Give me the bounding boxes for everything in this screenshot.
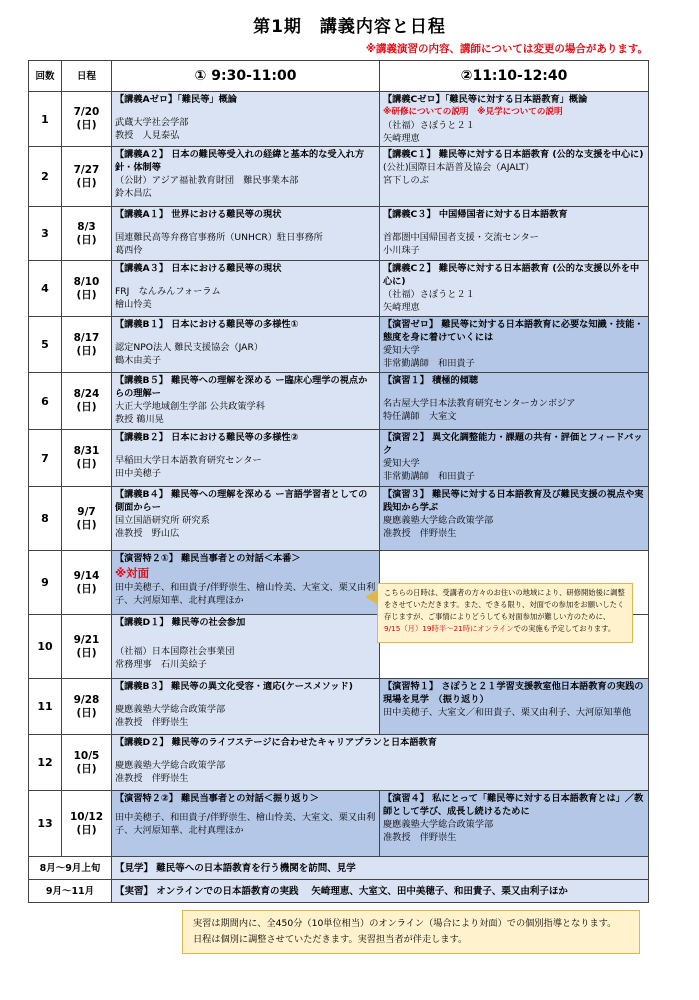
instructor-name: 鶴木由美子 xyxy=(115,355,161,366)
session-date xyxy=(62,430,112,487)
session-no: 2 xyxy=(29,147,62,207)
date-text: 8/31 xyxy=(73,445,100,457)
session-date xyxy=(62,551,112,615)
instructor-name: 常務理事 石川美絵子 xyxy=(115,659,207,670)
date-text: 8/3 xyxy=(77,220,96,233)
table-row xyxy=(29,147,649,207)
slot1-cell xyxy=(112,373,380,430)
session-no: 5 xyxy=(29,317,62,373)
instructor-org: （公財）アジア福祉教育財団 難民事業本部 xyxy=(115,175,299,186)
instructor-name: 檜山怜美 xyxy=(115,299,152,310)
callout-pointer xyxy=(365,590,377,604)
lecture-title: 【講義B５】 難民等への理解を深める ー臨床心理学の視点からの理解ー xyxy=(115,375,368,399)
lecture-title: 【講義Cゼロ】「難民等に対する日本語教育」概論 xyxy=(383,94,588,105)
instructor-name: 教授 人見泰弘 xyxy=(115,130,180,141)
instructor-name: 准教授 伴野崇生 xyxy=(383,832,457,843)
slot1-cell-wide xyxy=(112,735,649,791)
exercise-title: 【演習３】 難民等に対する日本語教育及び難民支援の視点や実践知から学ぶ xyxy=(383,489,644,513)
instructor-org: 愛知大学 xyxy=(383,345,420,356)
slot2-cell xyxy=(380,679,649,735)
exercise-title: 【演習２】 異文化調整能力・課題の共有・評価とフィードバック xyxy=(383,432,643,456)
slot1-cell xyxy=(112,615,380,679)
instructor-org: 武蔵大学社会学部 xyxy=(115,117,189,128)
session-no: 13 xyxy=(29,791,62,857)
instructor-names: 田中美穂子、和田貴子/伴野崇生、檜山怜美、大室文、栗又由利子、大河原知華、北村真理ほか xyxy=(115,812,376,836)
lecture-title: 【講義A１】 世界における難民等の現状 xyxy=(115,209,282,220)
instructor-name: 宮下しのぶ xyxy=(383,175,429,186)
day-text: (日) xyxy=(76,401,97,413)
day-text: (日) xyxy=(76,233,97,246)
slot1-cell xyxy=(112,551,380,615)
instructor-name: 准教授 伴野崇生 xyxy=(115,717,189,728)
callout-text: こちらの日時は、受講者の方々のお住いの地域により、研修開始後に調整をさせていただきます。また、できる限り、対面での参加をお願いしたく存じますが、ご事情によりどうしても対面参加が難しい方のために、 xyxy=(384,588,625,621)
session-date xyxy=(62,147,112,207)
session-no: 12 xyxy=(29,735,62,791)
schedule-callout xyxy=(377,583,633,643)
instructor-org: 名古屋大学日本法教育研究センターカンボジア xyxy=(383,398,576,409)
date-text: 9/21 xyxy=(73,633,100,646)
table-row xyxy=(29,487,649,551)
header-date: 日程 xyxy=(62,61,112,92)
schedule-table xyxy=(28,60,649,903)
lecture-title: 【講義D１】 難民等の社会参加 xyxy=(115,617,246,628)
instructor-org: 慶應義塾大学総合政策学部 xyxy=(383,515,494,526)
date-text: 7/27 xyxy=(73,163,100,176)
slot2-cell xyxy=(380,430,649,487)
lecture-title: 【講義A３】 日本における難民等の現状 xyxy=(115,263,282,274)
observation-row xyxy=(29,857,649,880)
instructor-org: 慶應義塾大学総合政策学部 xyxy=(115,760,226,771)
slot1-cell xyxy=(112,430,380,487)
day-text: (日) xyxy=(76,823,97,836)
session-no: 11 xyxy=(29,679,62,735)
table-row xyxy=(29,791,649,857)
instructor-org: （社福）さぽうと２１ xyxy=(383,120,475,131)
lecture-title: 【講義B４】 難民等への理解を深める ー言語学習者としての側面からー xyxy=(115,489,368,513)
practicum-footnote xyxy=(182,910,640,954)
instructor-name: 葛西伶 xyxy=(115,245,143,256)
lecture-title: 【講義B２】 日本における難民等の多様性② xyxy=(115,432,299,443)
session-date xyxy=(62,679,112,735)
session-date xyxy=(62,735,112,791)
session-no: 10 xyxy=(29,615,62,679)
day-text: (日) xyxy=(76,176,97,189)
date-text: 10/12 xyxy=(69,810,104,823)
date-text: 8/17 xyxy=(73,331,100,344)
instructor-name: 准教授 伴野崇生 xyxy=(115,773,189,784)
session-date xyxy=(62,373,112,430)
exercise-title: 【演習特２②】 難民当事者との対話＜振り返り＞ xyxy=(115,793,319,804)
session-no: 9 xyxy=(29,551,62,615)
instructor-org: 慶應義塾大学総合政策学部 xyxy=(115,704,226,715)
exercise-title: 【演習特１】 さぽうと２１学習支援教室他日本語教育の実践の現場を見学 （振り返り） xyxy=(383,681,644,705)
date-text: 8/24 xyxy=(73,388,100,400)
session-no: 7 xyxy=(29,430,62,487)
slot2-cell xyxy=(380,317,649,373)
session-date xyxy=(62,487,112,551)
instructor-name: 鈴木昌広 xyxy=(115,188,152,199)
slot1-cell xyxy=(112,791,380,857)
slot2-cell xyxy=(380,487,649,551)
instructor-name: 特任講師 大室文 xyxy=(383,411,457,422)
instructor-name: 小川珠子 xyxy=(383,245,420,256)
day-text: (日) xyxy=(76,518,97,531)
practicum-period: 9月～11月 xyxy=(29,880,112,903)
day-text: (日) xyxy=(76,288,97,301)
instructor-org: （社福）日本国際社会事業団 xyxy=(115,646,235,657)
table-row xyxy=(29,735,649,791)
session-date xyxy=(62,317,112,373)
practicum-row xyxy=(29,880,649,903)
instructor-org: 早稲田大学日本語教育研究センター xyxy=(115,455,262,466)
slot1-cell xyxy=(112,92,380,147)
instructor-org: (公社)国際日本語普及協会（AJALT） xyxy=(383,162,535,173)
session-no: 4 xyxy=(29,261,62,317)
instructor-name: 非常勤講師 和田貴子 xyxy=(383,358,475,369)
instructor-org: （社福）さぽうと２１ xyxy=(383,289,475,300)
slot1-cell xyxy=(112,487,380,551)
slot1-cell xyxy=(112,207,380,261)
slot1-cell xyxy=(112,317,380,373)
slot2-cell xyxy=(380,791,649,857)
observation-text: 【見学】 難民等への日本語教育を行う機関を訪問、見学 xyxy=(112,857,649,880)
instructor-org: FRJ なんみんフォーラム xyxy=(115,286,221,297)
practicum-text: 【実習】 オンラインでの日本語教育の実践 矢崎理恵、大室文、田中美穂子、和田貴子、栗又由利子ほか xyxy=(112,880,649,903)
instructor-names: 田中美穂子、和田貴子/伴野崇生、檜山怜美、大室文、栗又由利子、大河原知華、北村真理ほか xyxy=(115,582,376,606)
lecture-title: 【講義C２】 難民等に対する日本語教育 (公的な支援以外を中心に) xyxy=(383,263,640,287)
date-text: 7/20 xyxy=(73,106,100,118)
lecture-title: 【講義B１】 日本における難民等の多様性① xyxy=(115,319,299,330)
observation-period: 8月～9月上旬 xyxy=(29,857,112,880)
exercise-title: 【演習４】 私にとって「難民等に対する日本語教育とは」／教師として学び、成長し続けるために xyxy=(383,793,644,817)
instructor-name: 矢崎理恵 xyxy=(383,133,420,144)
date-text: 9/14 xyxy=(73,569,100,582)
instructor-org: 首都圏中国帰国者支援・交流センター xyxy=(383,232,539,243)
exercise-title: 【演習１】 積極的傾聴 xyxy=(383,375,479,386)
callout-highlight: 9/15（月）19時半～21時にオンライン xyxy=(384,624,514,633)
table-row xyxy=(29,373,649,430)
day-text: (日) xyxy=(76,458,97,470)
instructor-name: 矢崎理恵 xyxy=(383,302,420,313)
exercise-title: 【演習特２①】 難民当事者との対話＜本番＞ xyxy=(115,553,301,564)
explanation-note: ※研修についての説明 ※見学についての説明 xyxy=(383,107,563,117)
lecture-title: 【講義B３】 難民等の異文化受容・適応(ケースメソッド) xyxy=(115,681,353,692)
day-text: (日) xyxy=(76,344,97,357)
header-row xyxy=(29,61,649,92)
in-person-note: ※対面 xyxy=(115,566,150,580)
footnote-line-2: 日程は個別に調整させていただきます。実習担当者が伴走します。 xyxy=(193,934,468,945)
instructor-name: 田中美穂子 xyxy=(115,468,161,479)
instructor-name: 非常勤講師 和田貴子 xyxy=(383,471,475,482)
session-date xyxy=(62,261,112,317)
instructor-name: 准教授 伴野崇生 xyxy=(383,528,457,539)
session-date xyxy=(62,615,112,679)
exercise-title: 【演習ゼロ】 難民等に対する日本語教育に必要な知識・技能・態度を身に着けていくには xyxy=(383,319,644,343)
lecture-title: 【講義C３】 中国帰国者に対する日本語教育 xyxy=(383,209,568,220)
slot1-cell xyxy=(112,261,380,317)
slot1-cell xyxy=(112,679,380,735)
date-text: 10/5 xyxy=(73,749,100,762)
instructor-org: 慶應義塾大学総合政策学部 xyxy=(383,819,494,830)
header-slot-1: ① 9:30-11:00 xyxy=(112,61,380,92)
date-text: 9/7 xyxy=(77,505,96,518)
session-date xyxy=(62,92,112,147)
session-no: 1 xyxy=(29,92,62,147)
table-row xyxy=(29,207,649,261)
slot2-cell xyxy=(380,207,649,261)
day-text: (日) xyxy=(76,762,97,775)
instructor-name: 教授 鵜川晃 xyxy=(115,414,164,425)
footnote-line-1: 実習は期間内に、全450分（10単位相当）のオンライン（場合により対面）での個別指導となります。 xyxy=(193,918,617,929)
instructor-org: 国立国語研究所 研究系 xyxy=(115,515,210,526)
day-text: (日) xyxy=(76,582,97,595)
session-no: 6 xyxy=(29,373,62,430)
session-date xyxy=(62,791,112,857)
instructor-org: 認定NPO法人 難民支援協会（JAR） xyxy=(115,342,264,353)
slot2-cell xyxy=(380,261,649,317)
table-row xyxy=(29,92,649,147)
page-title: 第1期 講義内容と日程 xyxy=(253,17,446,37)
change-notice: ※講義演習の内容、講師については変更の場合があります。 xyxy=(365,43,648,55)
instructor-names: 田中美穂子、大室文／和田貴子、栗又由利子、大河原知華他 xyxy=(383,707,632,718)
callout-text-end: での実施も予定しております。 xyxy=(513,624,616,633)
lecture-title: 【講義D２】 難民等のライフステージに合わせたキャリアプランと日本語教育 xyxy=(115,737,437,748)
slot2-cell xyxy=(380,373,649,430)
header-slot-2: ②11:10-12:40 xyxy=(380,61,649,92)
lecture-title: 【講義A２】 日本の難民等受入れの経緯と基本的な受入れ方針・体制等 xyxy=(115,149,365,173)
slot2-cell xyxy=(380,147,649,207)
session-no: 3 xyxy=(29,207,62,261)
instructor-org: 大正大学地域創生学部 公共政策学科 xyxy=(115,401,265,412)
day-text: (日) xyxy=(76,119,97,131)
lecture-title: 【講義C１】 難民等に対する日本語教育 (公的な支援を中心に) xyxy=(383,149,644,160)
table-row xyxy=(29,317,649,373)
lecture-title: 【講義Aゼロ】「難民等」概論 xyxy=(115,94,237,105)
header-no: 回数 xyxy=(29,61,62,92)
date-text: 8/10 xyxy=(73,275,100,288)
date-text: 9/28 xyxy=(73,693,100,706)
table-row xyxy=(29,430,649,487)
slot2-cell xyxy=(380,92,649,147)
slot1-cell xyxy=(112,147,380,207)
session-no: 8 xyxy=(29,487,62,551)
table-row xyxy=(29,679,649,735)
instructor-org: 愛知大学 xyxy=(383,458,420,469)
instructor-org: 国連難民高等弁務官事務所（UNHCR）駐日事務所 xyxy=(115,232,323,243)
session-date xyxy=(62,207,112,261)
instructor-name: 准教授 野山広 xyxy=(115,528,180,539)
table-row xyxy=(29,261,649,317)
day-text: (日) xyxy=(76,646,97,659)
day-text: (日) xyxy=(76,706,97,719)
